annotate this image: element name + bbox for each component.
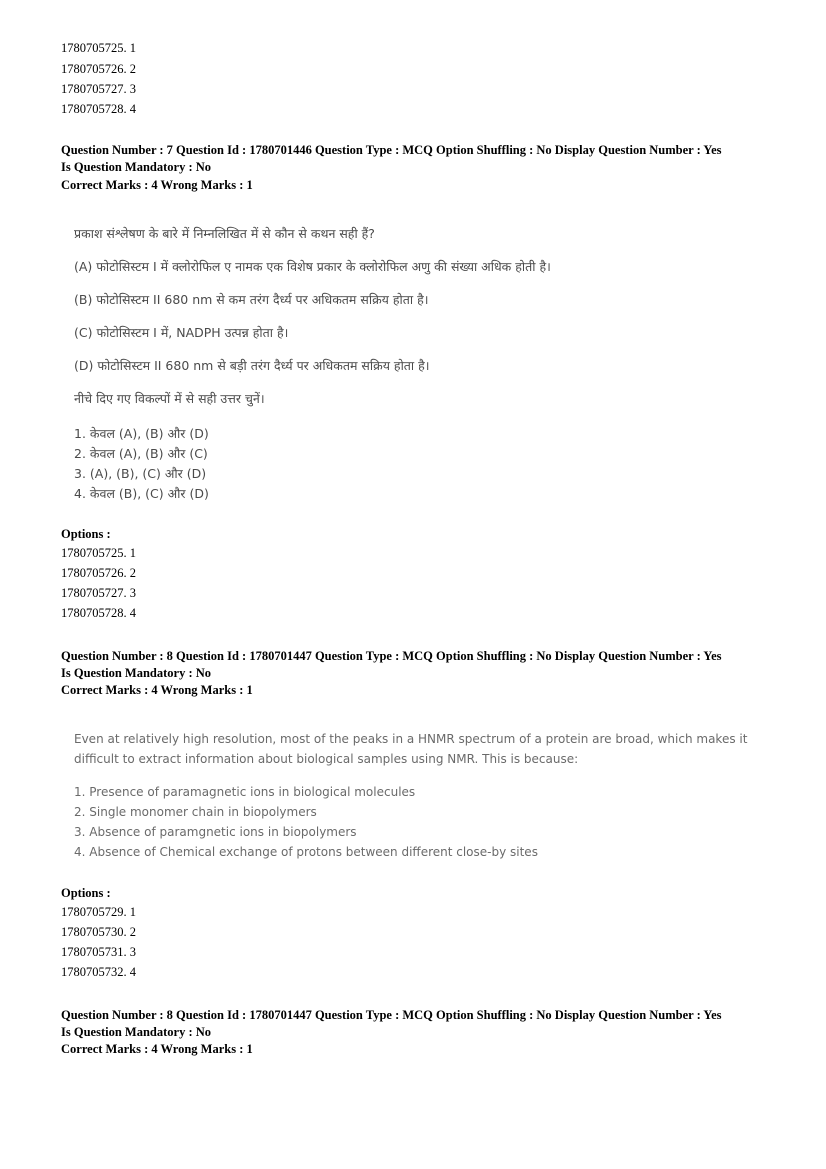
- q8-repeat-marks: Correct Marks : 4 Wrong Marks : 1: [61, 1042, 253, 1056]
- option-line: 1780705729. 1: [61, 905, 136, 919]
- q8-choice: 3. Absence of paramgnetic ions in biopolymers: [74, 825, 357, 839]
- option-line: 1780705728. 4: [61, 102, 136, 116]
- q7-marks: Correct Marks : 4 Wrong Marks : 1: [61, 178, 253, 192]
- q8-choice: 2. Single monomer chain in biopolymers: [74, 805, 317, 819]
- q7-statement-b: (B) फोटोसिस्टम II 680 nm से कम तरंग दैर्ध्य पर अधिकतम सक्रिय होता है।: [74, 292, 429, 307]
- q7-stem: प्रकाश संश्लेषण के बारे में निम्नलिखित में से कौन से कथन सही हैं?: [74, 226, 375, 241]
- q8-marks: Correct Marks : 4 Wrong Marks : 1: [61, 683, 253, 697]
- option-line: 1780705727. 3: [61, 82, 136, 96]
- q8-choice: 1. Presence of paramagnetic ions in biological molecules: [74, 785, 416, 799]
- q8-stem: Even at relatively high resolution, most of the peaks in a HNMR spectrum of a protein are broad, which makes it: [74, 732, 748, 746]
- q7-statement-c: (C) फोटोसिस्टम I में, NADPH उत्पन्न होता है।: [74, 325, 289, 340]
- q7-header: Question Number : 7 Question Id : 1780701446 Question Type : MCQ Option Shuffling : No Display Question Number : Yes: [61, 143, 722, 157]
- q7-choice: 2. केवल (A), (B) और (C): [74, 446, 208, 461]
- option-line: 1780705731. 3: [61, 945, 136, 959]
- option-line: 1780705727. 3: [61, 586, 136, 600]
- q7-statement-a: (A) फोटोसिस्टम I में क्लोरोफिल ए नामक एक विशेष प्रकार के क्लोरोफिल अणु की संख्या अधिक होती है।: [74, 259, 551, 274]
- option-line: 1780705726. 2: [61, 566, 136, 580]
- q7-options-label: Options :: [61, 527, 111, 541]
- option-line: 1780705726. 2: [61, 62, 136, 76]
- q8-header: Question Number : 8 Question Id : 1780701447 Question Type : MCQ Option Shuffling : No Display Question Number : Yes: [61, 649, 722, 663]
- q8-choice: 4. Absence of Chemical exchange of protons between different close-by sites: [74, 845, 538, 859]
- q7-instruction: नीचे दिए गए विकल्पों में से सही उत्तर चुनें।: [74, 391, 265, 406]
- option-line: 1780705725. 1: [61, 41, 136, 55]
- option-line: 1780705732. 4: [61, 965, 136, 979]
- q8-mandatory: Is Question Mandatory : No: [61, 666, 212, 680]
- option-line: 1780705728. 4: [61, 606, 136, 620]
- q8-repeat-header: Question Number : 8 Question Id : 1780701447 Question Type : MCQ Option Shuffling : No Display Question Number : Yes: [61, 1008, 722, 1022]
- q7-statement-d: (D) फोटोसिस्टम II 680 nm से बड़ी तरंग दैर्ध्य पर अधिकतम सक्रिय होता है।: [74, 358, 430, 373]
- q8-options-label: Options :: [61, 886, 111, 900]
- q8-stem: difficult to extract information about biological samples using NMR. This is because:: [74, 752, 579, 766]
- q7-choice: 4. केवल (B), (C) और (D): [74, 486, 209, 501]
- option-line: 1780705730. 2: [61, 925, 136, 939]
- q8-repeat-mandatory: Is Question Mandatory : No: [61, 1025, 212, 1039]
- option-line: 1780705725. 1: [61, 546, 136, 560]
- q7-choice: 1. केवल (A), (B) और (D): [74, 426, 209, 441]
- q7-mandatory: Is Question Mandatory : No: [61, 160, 212, 174]
- q7-choice: 3. (A), (B), (C) और (D): [74, 466, 207, 481]
